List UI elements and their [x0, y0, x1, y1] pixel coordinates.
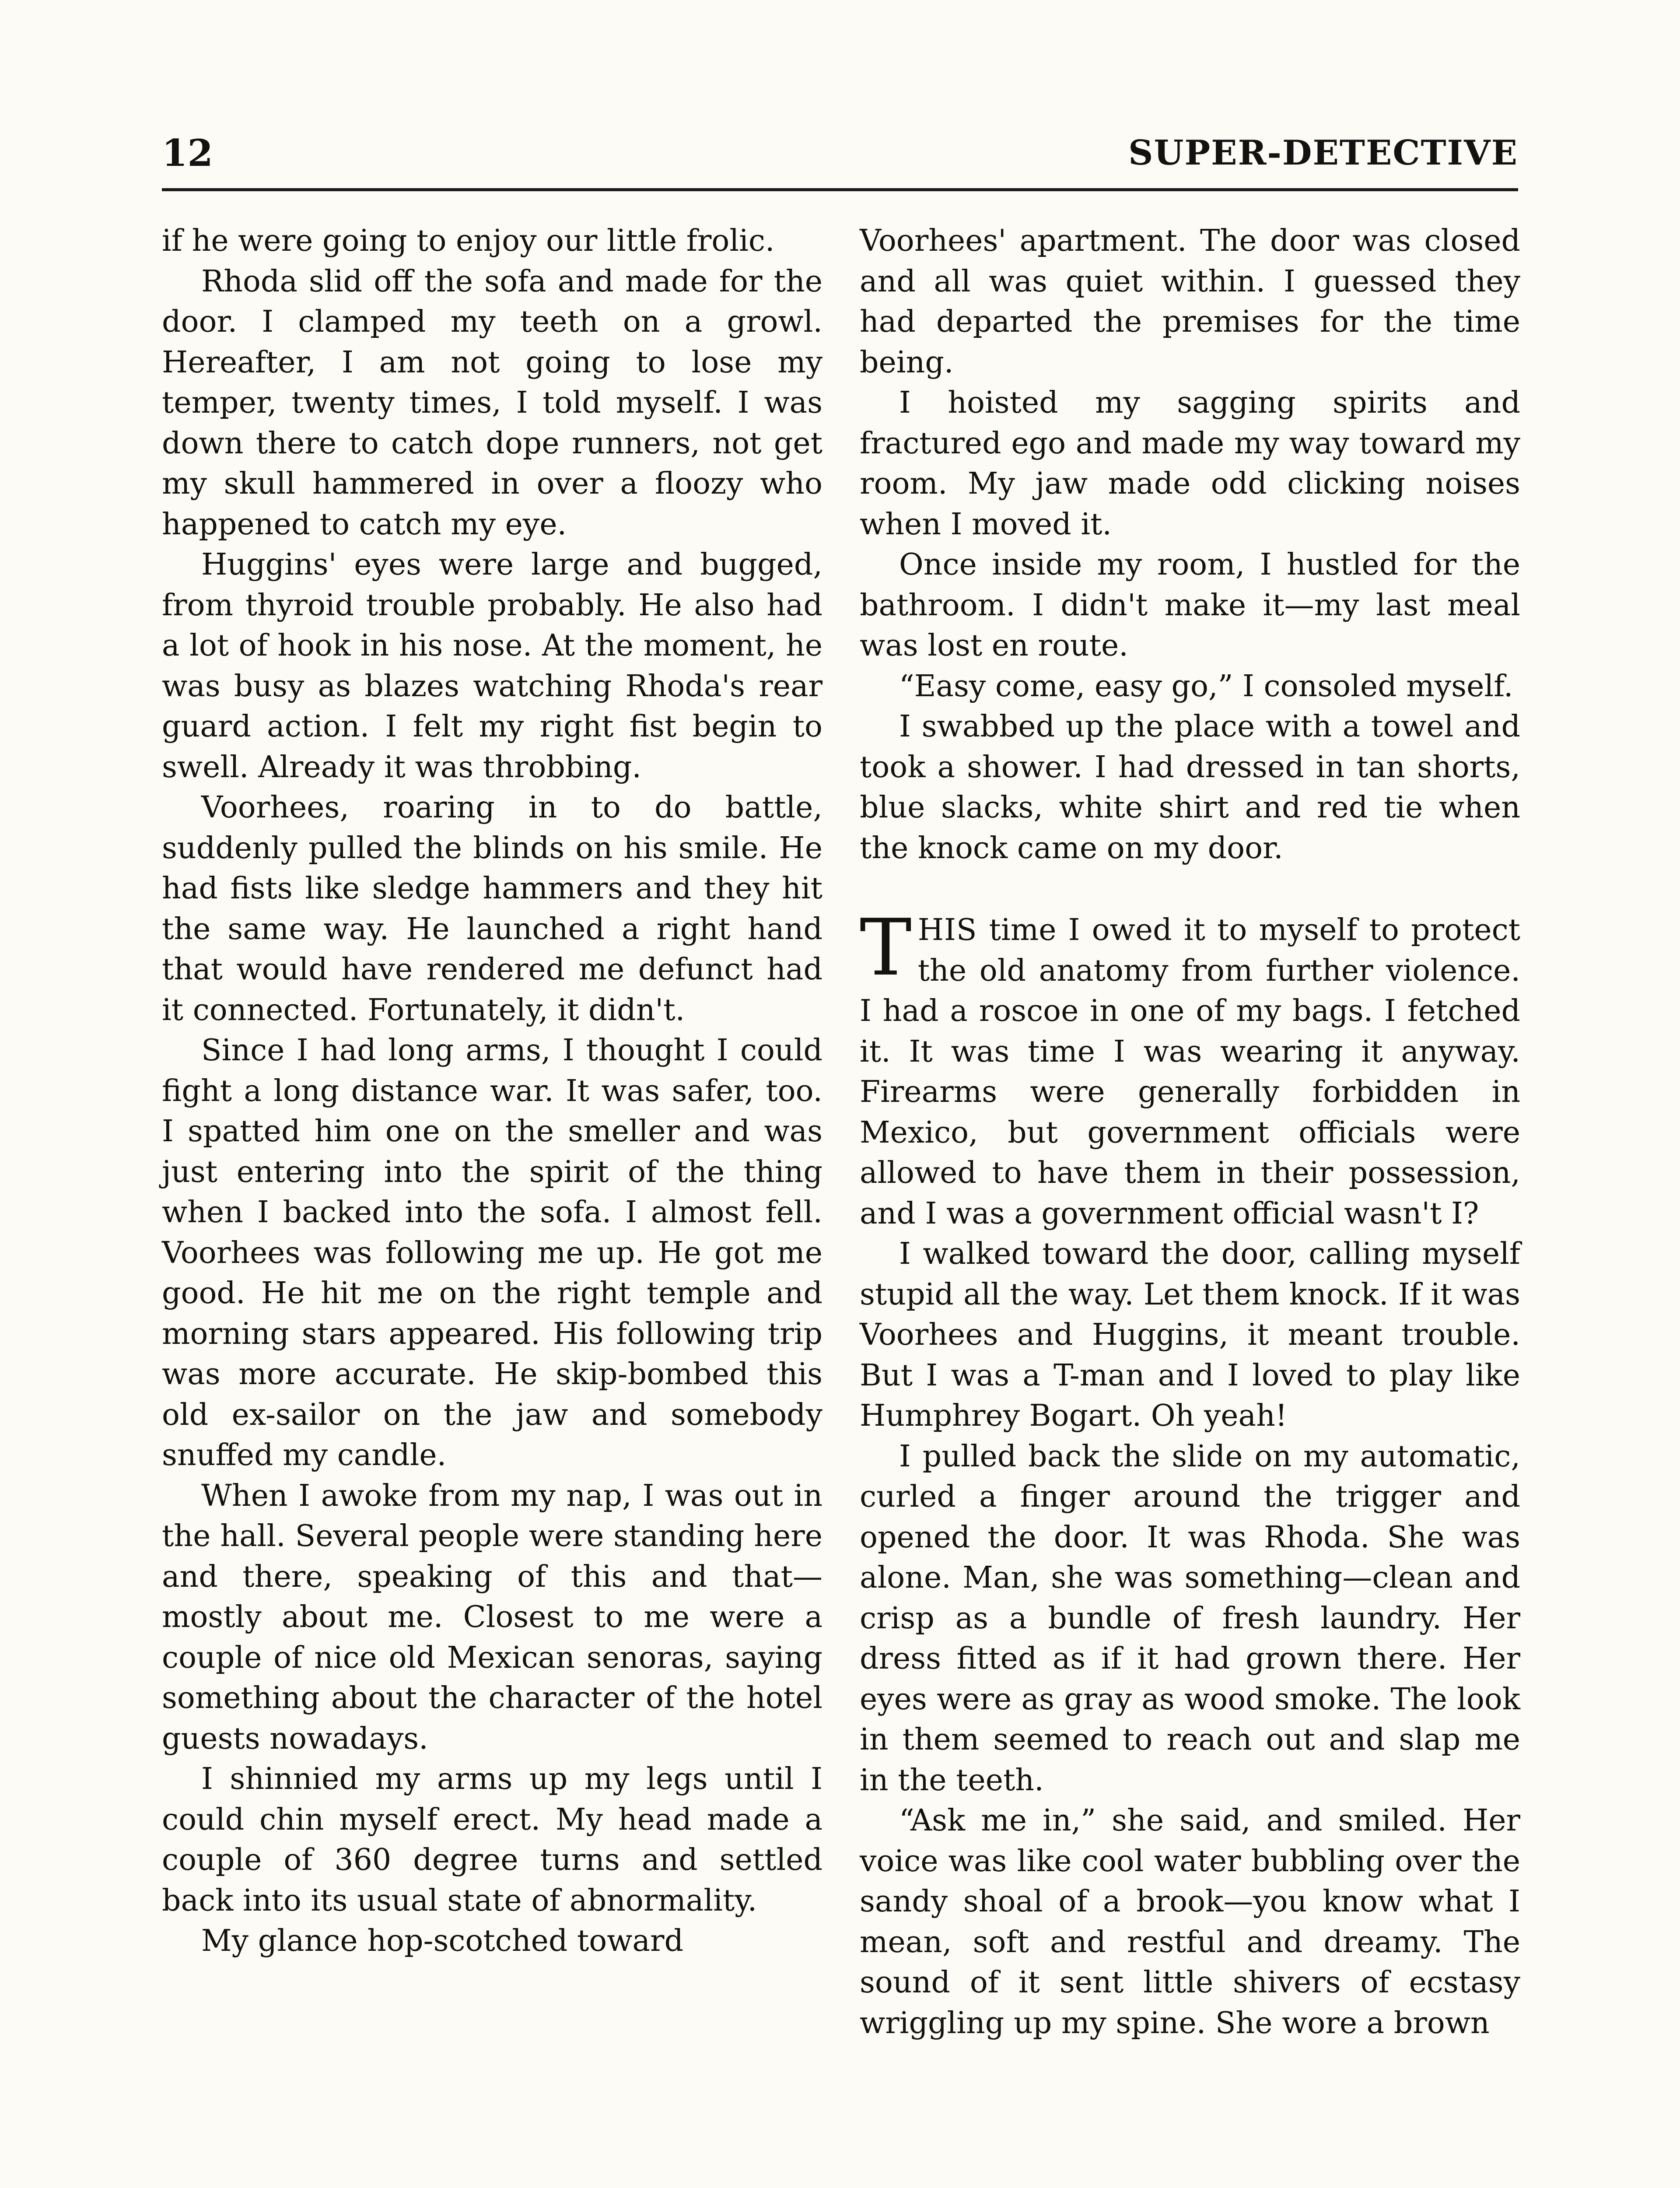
paragraph: When I awoke from my nap, I was out in the hall. Several people were standing here and there, speaking of this and that—mostly about me. Closest to me were a couple of nice old Mexican senoras, saying something about the character of the hotel guests nowadays.	[162, 1478, 822, 1756]
paragraph: “Ask me in,” she said, and smiled. Her voice was like cool water bubbling over the sandy shoal of a brook—you know what I mean, soft and restful and dreamy. The sound of it sent little shivers of ecstasy wriggling up my spine. She wore a brown	[860, 1803, 1520, 2041]
paragraph: I swabbed up the place with a towel and took a shower. I had dressed in tan shorts, blue slacks, white shirt and red tie when the knock came on my door.	[860, 709, 1520, 866]
paragraph: I walked toward the door, calling myself stupid all the way. Let them knock. If it was Voorhees and Huggins, it meant trouble. But I was a T-man and I loved to play like Humphrey Bogart. Oh yeah!	[860, 1237, 1520, 1433]
page-number: 12	[162, 131, 213, 175]
paragraph: Rhoda slid off the sofa and made for the door. I clamped my teeth on a growl. Hereafter, I am not going to lose my temper, twenty times, I told myself. I was down there to catch dope runners, not get my skull hammered in over a floozy who happened to catch my eye.	[162, 264, 822, 542]
paragraph: My glance hop-scotched toward	[201, 1924, 684, 1958]
paragraph: Voorhees, roaring in to do battle, suddenly pulled the blinds on his smile. He had fists like sledge hammers and they hit the same way. He launched a right hand that would have rendered me defunct had it connected. Fortunately, it didn't.	[162, 790, 822, 1027]
page-header	[162, 127, 1518, 184]
section-opening-paragraph	[860, 902, 1520, 1234]
paragraph: Since I had long arms, I thought I could fight a long distance war. It was safer, too. I spatted him one on the smeller and was just entering into the spirit of the thing when I backed into the sofa. I almost fell. Voorhees was following me up. He got me good. He hit me on the right temple and morning stars appeared. His following trip was more accurate. He skip-bombed this old ex-sailor on the jaw and somebody snuffed my candle.	[162, 1033, 822, 1473]
paragraph: “Easy come, easy go,” I consoled myself.	[899, 669, 1513, 704]
paragraph: Voorhees' apartment. The door was closed and all was quiet within. I guessed they had departed the premises for the time being.	[860, 224, 1520, 380]
paragraph: if he were going to enjoy our little frolic.	[162, 224, 775, 258]
paragraph-text: time I owed it to myself to protect the old anatomy from further violence. I had a roscoe in one of my bags. I fetched it. It was time I was wearing it anyway. Firearms were generally forbidden in Mexico, but government officials were allowed to have them in their possession, and I was a government official wasn't I?	[860, 913, 1520, 1231]
small-caps-lead: HIS	[917, 913, 977, 947]
left-column	[162, 221, 822, 1962]
paragraph: Once inside my room, I hustled for the bathroom. I didn't make it—my last meal was lost en route.	[860, 547, 1520, 663]
paragraph: I shinnied my arms up my legs until I could chin myself erect. My head made a couple of 360 degree turns and settled back into its usual state of abnormality.	[162, 1762, 822, 1918]
paragraph: I pulled back the slide on my automatic, curled a finger around the trigger and opened the door. It was Rhoda. She was alone. Man, she was something—clean and crisp as a bundle of fresh laundry. Her dress fitted as if it had grown there. Her eyes were as gray as wood smoke. The look in them seemed to reach out and slap me in the teeth.	[860, 1439, 1520, 1798]
drop-cap: T	[860, 902, 912, 993]
right-column	[860, 221, 1520, 2044]
running-head: SUPER-DETECTIVE	[1128, 133, 1518, 173]
paragraph: I hoisted my sagging spirits and fractured ego and made my way toward my room. My jaw made odd clicking noises when I moved it.	[860, 386, 1520, 542]
paragraph: Huggins' eyes were large and bugged, from thyroid trouble probably. He also had a lot of hook in his nose. At the moment, he was busy as blazes watching Rhoda's rear guard action. I felt my right fist begin to swell. Already it was throbbing.	[162, 547, 822, 785]
header-rule	[162, 188, 1518, 191]
